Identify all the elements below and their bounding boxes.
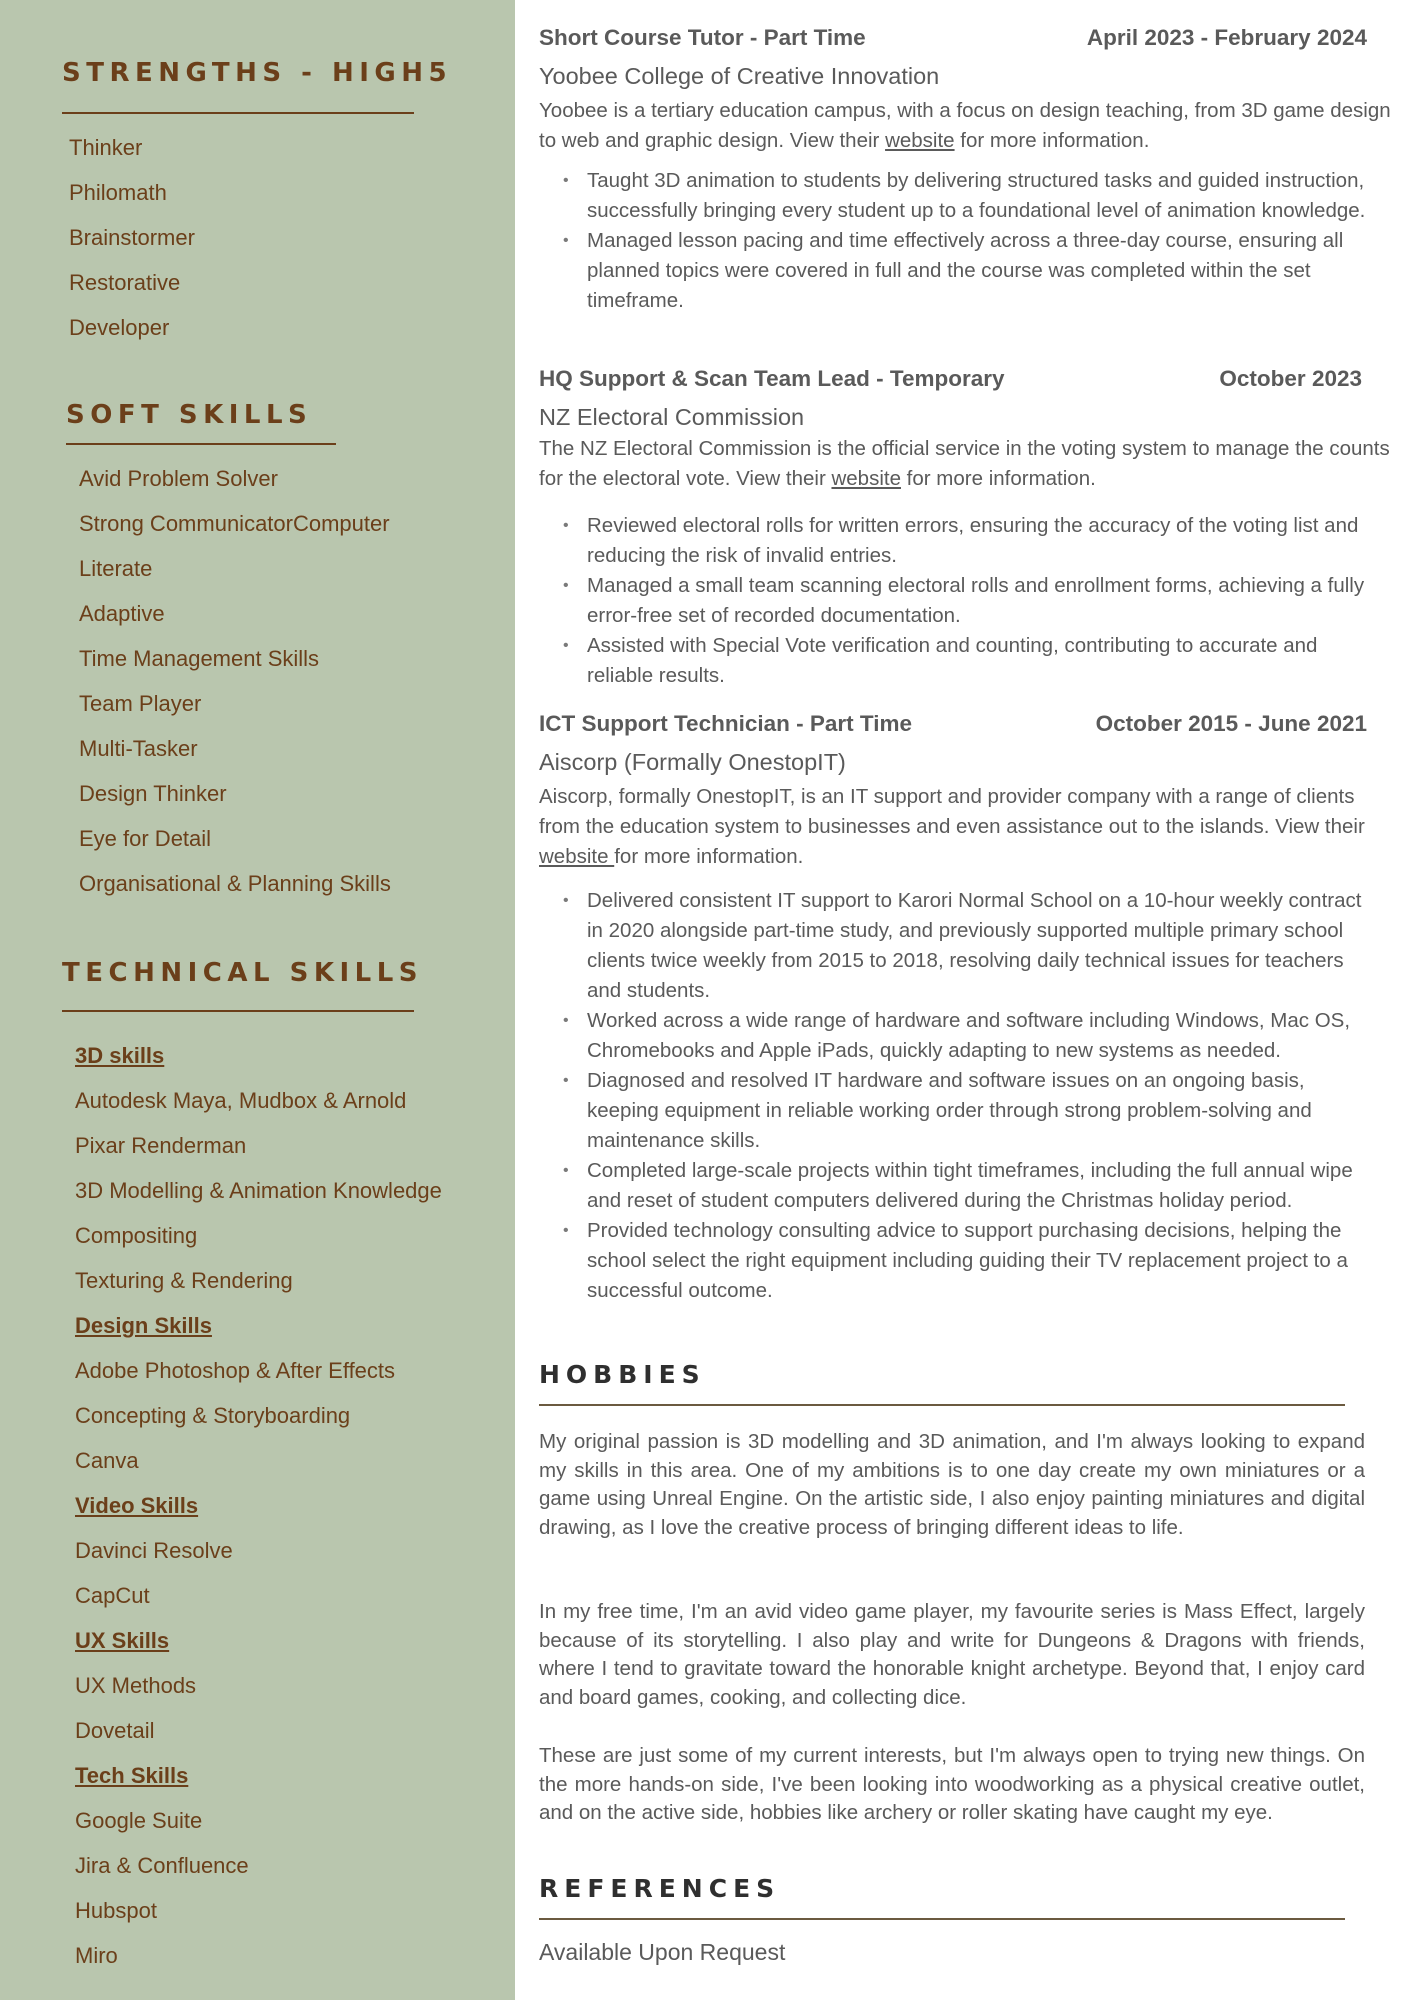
technical-skill-item: Davinci Resolve — [75, 1538, 233, 1563]
technical-skill-item: 3D Modelling & Animation Knowledge — [75, 1178, 442, 1203]
soft-skill-item: Eye for Detail — [79, 826, 212, 851]
website-link[interactable]: website — [539, 845, 615, 868]
technical-skills-heading: TECHNICAL SKILLS — [62, 958, 423, 988]
soft-skill-item: Organisational & Planning Skills — [79, 871, 391, 896]
technical-skill-item: Texturing & Rendering — [75, 1268, 293, 1293]
job-bullets — [539, 166, 1377, 316]
job-bullet: • Worked across a wide range of hardware and software including Windows, Mac OS, Chromebooks and Apple iPads, quickly adapting to new systems as needed. — [587, 1006, 1377, 1066]
hobbies-paragraph: These are just some of my current interests, but I'm always open to trying new things. On the more hands-on side, I've been looking into woodworking as a physical creative outlet, and on the active side, hobbies like archery or roller skating have caught my eye. — [539, 1744, 1365, 1825]
job-description-text: for more information. — [954, 129, 1150, 152]
technical-skill-category: Video Skills — [75, 1493, 199, 1518]
technical-skills-divider — [62, 1010, 414, 1012]
strength-item: Developer — [69, 315, 170, 340]
technical-skill-item: UX Methods — [75, 1673, 197, 1698]
strengths-divider — [62, 112, 414, 114]
strengths-list — [69, 125, 195, 350]
job-bullet: • Delivered consistent IT support to Karori Normal School on a 10-hour weekly contract in 2020 alongside part-time study, and previously supported multiple primary school clients twice weekly from 2015 to 2018, resolving daily technical issues for teachers and students. — [587, 886, 1377, 1006]
references-text: Available Upon Request — [539, 1939, 786, 1965]
soft-skill-item: Design Thinker — [79, 781, 227, 806]
job-bullet: • Reviewed electoral rolls for written errors, ensuring the accuracy of the voting list and reducing the risk of invalid entries. — [587, 511, 1377, 571]
job-description-text: for more information. — [900, 467, 1096, 490]
soft-skill-item: Literate — [79, 556, 153, 581]
soft-skill-item: Multi-Tasker — [79, 736, 198, 761]
technical-skill-item: Pixar Renderman — [75, 1133, 247, 1158]
soft-skill-item: Adaptive — [79, 601, 165, 626]
soft-skills-list — [79, 456, 391, 906]
job-bullets — [539, 886, 1377, 1306]
main-content — [515, 0, 1414, 2000]
job-bullet: • Taught 3D animation to students by delivering structured tasks and guided instruction, successfully bringing every student up to a foundational level of animation knowledge. — [587, 166, 1377, 226]
hobbies-paragraph: In my free time, I'm an avid video game player, my favourite series is Mass Effect, largely because of its storytelling. I also play and write for Dungeons & Dragons with friends, where I tend to gravitate toward the honorable knight archetype. Beyond that, I enjoy card and board games, cooking, and collecting dice. — [539, 1600, 1365, 1710]
references-divider — [539, 1918, 1345, 1920]
job-bullet: • Assisted with Special Vote verification and counting, contributing to accurate and reliable results. — [587, 631, 1377, 691]
technical-skill-item: Miro — [75, 1943, 118, 1968]
soft-skill-item: Avid Problem Solver — [79, 466, 278, 491]
job-description — [539, 434, 1399, 494]
technical-skill-item: Google Suite — [75, 1808, 203, 1833]
technical-skill-item: CapCut — [75, 1583, 150, 1608]
job-bullet: • Managed a small team scanning electoral rolls and enrollment forms, achieving a fully error-free set of recorded documentation. — [587, 571, 1377, 631]
technical-skill-category: UX Skills — [75, 1628, 170, 1653]
technical-skill-item: Compositing — [75, 1223, 198, 1248]
soft-skills-heading: SOFT SKILLS — [66, 400, 313, 430]
job-dates: October 2015 - June 2021 — [1095, 711, 1367, 736]
technical-skill-item: Dovetail — [75, 1718, 155, 1743]
technical-skill-item: Jira & Confluence — [75, 1853, 249, 1878]
job-dates: April 2023 - February 2024 — [1086, 25, 1367, 50]
soft-skill-item: Team Player — [79, 691, 202, 716]
hobbies-paragraph: My original passion is 3D modelling and 3D animation, and I'm always looking to expand my skills in this area. One of my ambitions is to one day create my own miniatures or a game using Unreal Engine. On the artistic side, I also enjoy painting miniatures and digital drawing, as I love the creative process of bringing different ideas to life. — [539, 1430, 1365, 1540]
technical-skill-category: Tech Skills — [75, 1763, 189, 1788]
job-description-text: The NZ Electoral Commission is the official service in the voting system to manage the counts for the electoral vote. View their — [539, 437, 1390, 490]
strengths-heading: STRENGTHS - HIGH5 — [62, 58, 453, 88]
strength-item: Restorative — [69, 270, 181, 295]
job-description-text: Yoobee is a tertiary education campus, with a focus on design teaching, from 3D game design to web and graphic design. View their — [539, 99, 1391, 152]
technical-skill-item: Canva — [75, 1448, 139, 1473]
hobbies-heading: HOBBIES — [539, 1360, 706, 1389]
job-description — [539, 782, 1399, 872]
job-title: ICT Support Technician - Part Time — [539, 711, 912, 736]
technical-skill-item: Hubspot — [75, 1898, 157, 1923]
job-bullet: • Provided technology consulting advice to support purchasing decisions, helping the school select the right equipment including guiding their TV replacement project to a successful outcome. — [587, 1216, 1377, 1306]
job-title: Short Course Tutor - Part Time — [539, 25, 866, 50]
technical-skill-category: Design Skills — [75, 1313, 212, 1338]
strength-item: Philomath — [69, 180, 167, 205]
technical-skill-item: Concepting & Storyboarding — [75, 1403, 351, 1428]
sidebar — [0, 0, 515, 2000]
website-link[interactable]: website — [885, 129, 955, 152]
job-description — [539, 96, 1399, 156]
technical-skill-item: Autodesk Maya, Mudbox & Arnold — [75, 1088, 407, 1113]
job-dates: October 2023 — [1219, 366, 1362, 391]
website-link[interactable]: website — [831, 467, 901, 490]
strength-item: Thinker — [69, 135, 143, 160]
hobbies-divider — [539, 1404, 1345, 1406]
job-title: HQ Support & Scan Team Lead - Temporary — [539, 366, 1005, 391]
job-description-text: for more information. — [614, 845, 804, 868]
job-description-text: Aiscorp, formally OnestopIT, is an IT support and provider company with a range of clients from the education system to businesses and even assistance out to the islands. View their — [539, 785, 1365, 838]
job-bullet: • Diagnosed and resolved IT hardware and software issues on an ongoing basis, keeping equipment in reliable working order through strong problem-solving and maintenance skills. — [587, 1066, 1377, 1156]
soft-skill-item: Time Management Skills — [79, 646, 320, 671]
technical-skill-category: 3D skills — [75, 1043, 165, 1068]
job-bullets — [539, 511, 1377, 691]
soft-skills-divider — [66, 443, 336, 445]
job-company: Aiscorp (Formally OnestopIT) — [539, 749, 846, 775]
technical-skill-item: Adobe Photoshop & After Effects — [75, 1358, 396, 1383]
job-company: Yoobee College of Creative Innovation — [539, 63, 940, 89]
strength-item: Brainstormer — [69, 225, 195, 250]
technical-skills-list — [75, 1033, 442, 1978]
job-company: NZ Electoral Commission — [539, 404, 805, 430]
job-bullet: • Managed lesson pacing and time effectively across a three-day course, ensuring all planned topics were covered in full and the course was completed within the set timeframe. — [587, 226, 1377, 316]
job-bullet: • Completed large-scale projects within tight timeframes, including the full annual wipe and reset of student computers delivered during the Christmas holiday period. — [587, 1156, 1377, 1216]
references-heading: REFERENCES — [539, 1874, 781, 1903]
soft-skill-item: Strong CommunicatorComputer — [79, 511, 390, 536]
